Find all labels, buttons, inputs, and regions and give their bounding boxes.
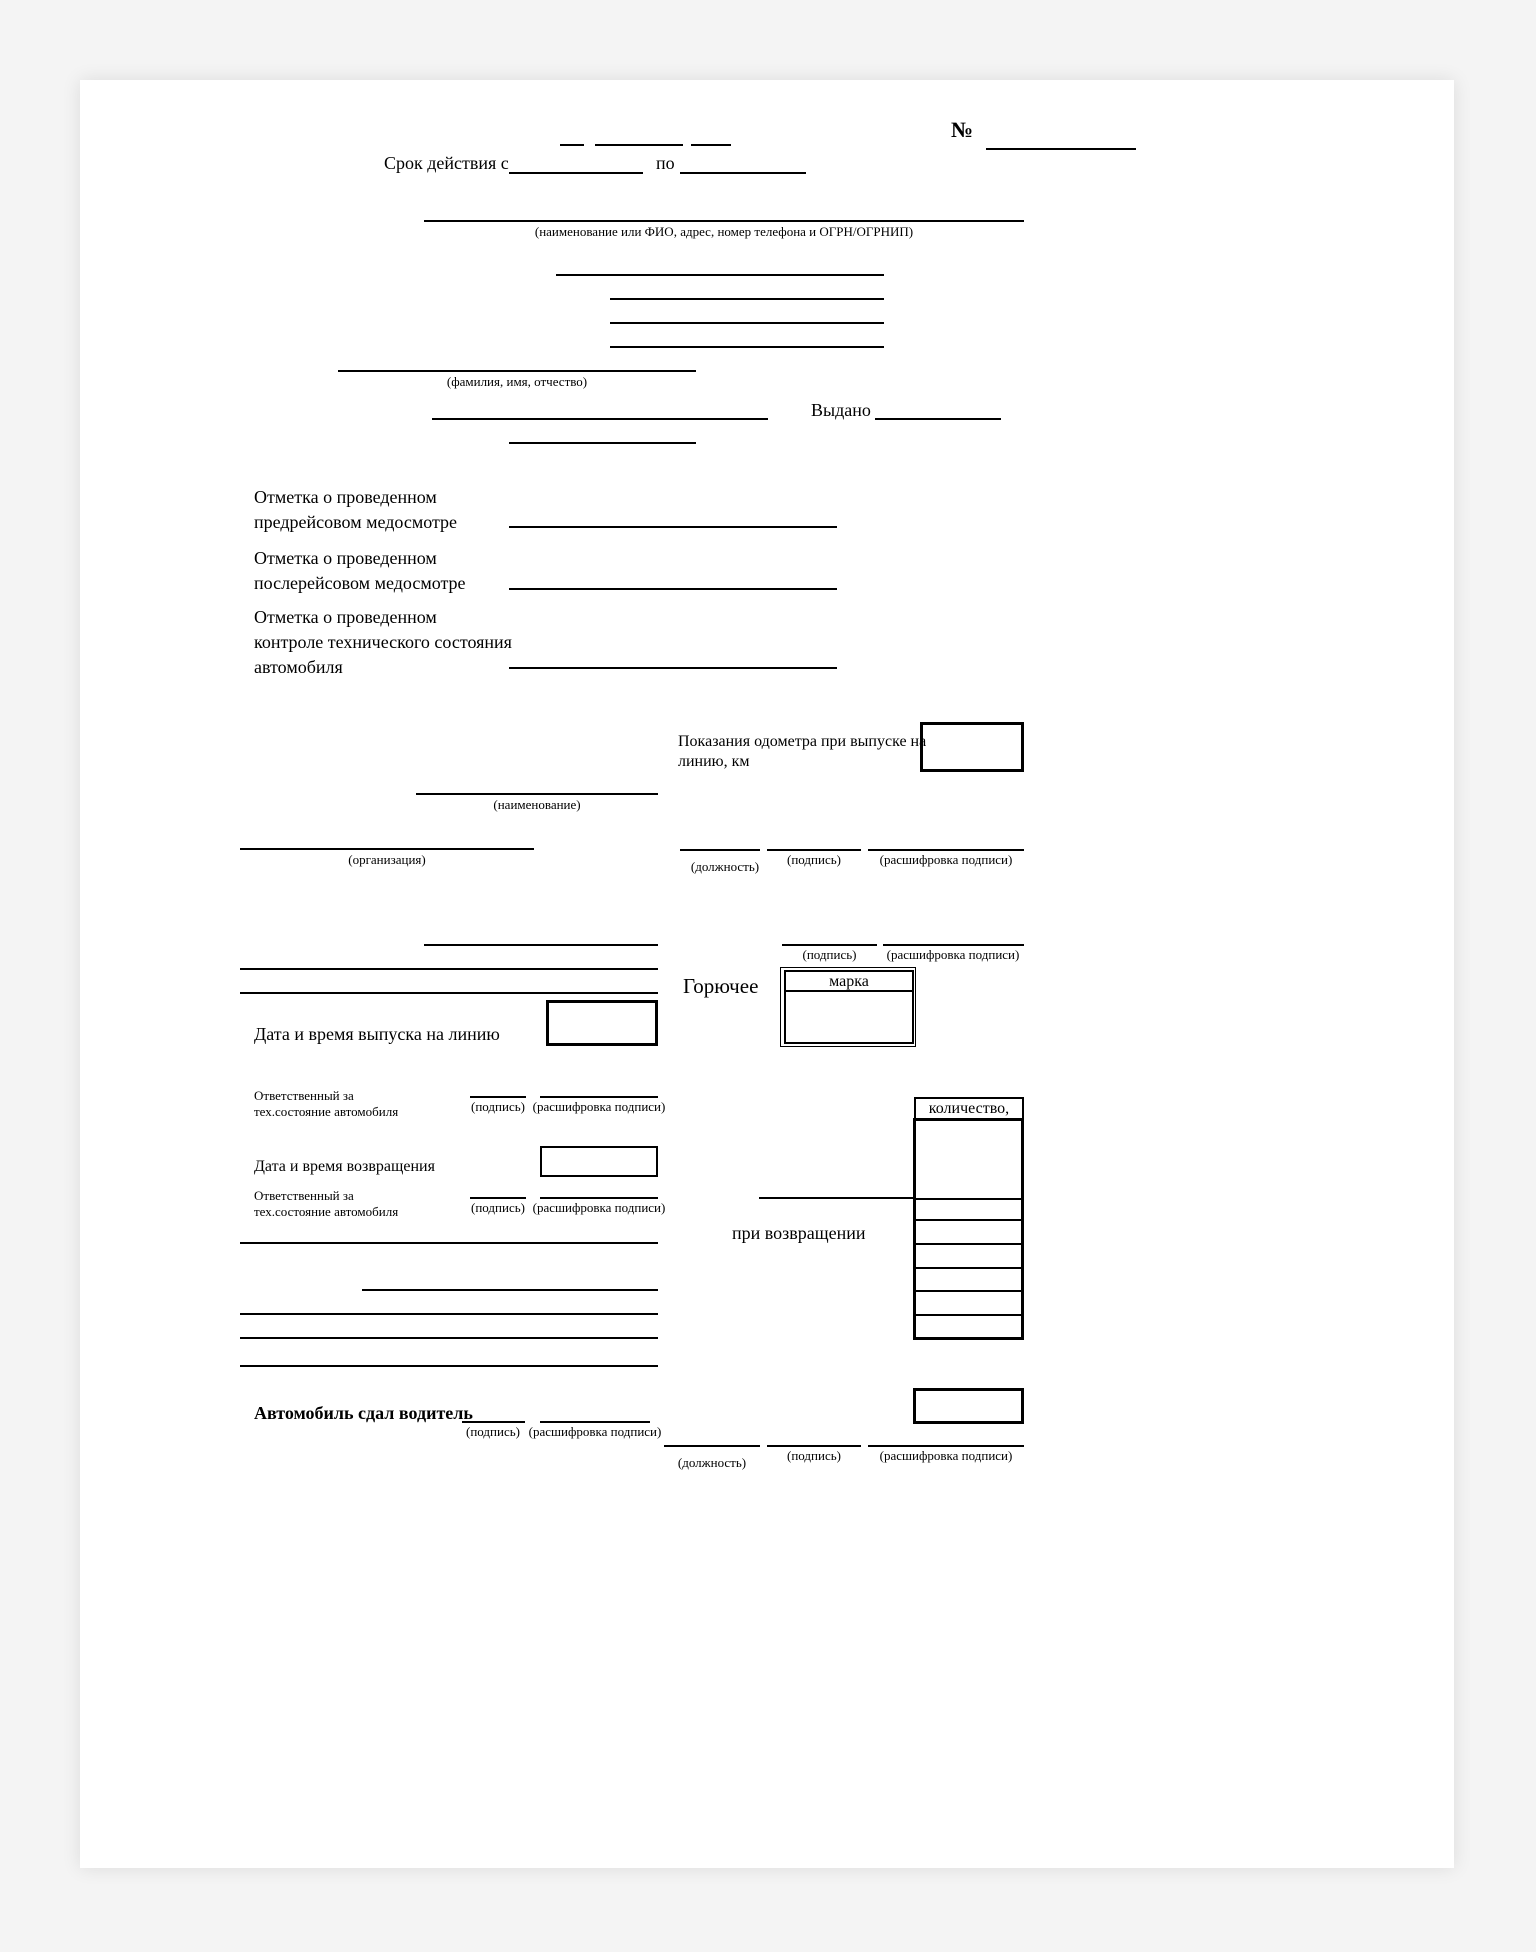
signature-caption-1: (подпись) [787, 852, 841, 867]
name-caption: (наименование) [493, 797, 581, 812]
field-line-10[interactable] [240, 1313, 658, 1315]
fuel-quantity-row-line-3 [915, 1243, 1022, 1245]
fuel-brand-header: марка [829, 973, 869, 990]
odometer-label: Показания одометра при выпуске на линию, км [678, 733, 927, 770]
organization-details-caption: (наименование или ФИО, адрес, номер телефона и ОГРН/ОГРНИП) [534, 224, 914, 239]
return-signature-caption: (подпись) [471, 1200, 525, 1215]
field-line-6[interactable] [240, 968, 658, 970]
field-line-4[interactable] [610, 346, 884, 348]
pre-trip-mark-label: Отметка о проведенном предрейсовом медосмотре [254, 487, 458, 532]
validity-from-field[interactable] [509, 172, 643, 174]
date-year-field[interactable] [691, 144, 731, 146]
field-line-5[interactable] [424, 944, 658, 946]
position-field-2[interactable] [664, 1445, 760, 1447]
number-sign: № [951, 117, 974, 142]
return-datetime-label: Дата и время возвращения [254, 1158, 435, 1175]
fuel-quantity-row-line-6 [915, 1314, 1022, 1316]
return-responsible-label: Ответственный за тех.состояние автомобиля [254, 1188, 399, 1219]
handover-signature-decoding-caption: (расшифровка подписи) [528, 1424, 662, 1439]
validity-to-field[interactable] [680, 172, 806, 174]
validity-from-label: Срок действия с [384, 153, 509, 173]
organization-caption: (организация) [348, 852, 426, 867]
post-trip-mark-field[interactable] [509, 588, 837, 590]
handover-signature-decoding-field[interactable] [540, 1421, 650, 1423]
fuel-quantity-header: количество, [928, 1100, 1010, 1117]
organization-details-field[interactable] [424, 220, 1024, 222]
signature-field-3[interactable] [767, 1445, 861, 1447]
return-signature-decoding-field[interactable] [540, 1197, 658, 1199]
tech-control-mark-label: Отметка о проведенном контроле технического состояния автомобиля [254, 607, 512, 677]
handover-signature-caption: (подпись) [466, 1424, 520, 1439]
departure-datetime-box[interactable] [546, 1000, 658, 1046]
post-trip-mark-label: Отметка о проведенном послерейсовом медосмотре [254, 548, 466, 593]
date-month-field[interactable] [595, 144, 683, 146]
tech-control-mark-field[interactable] [509, 667, 837, 669]
signature-caption-2: (подпись) [802, 947, 857, 962]
issued-label: Выдано [811, 400, 871, 420]
final-odometer-box[interactable] [913, 1388, 1024, 1424]
signature-caption-3: (подпись) [787, 1448, 841, 1463]
fuel-quantity-row-line-4 [915, 1267, 1022, 1269]
fuel-issued-line[interactable] [759, 1197, 914, 1199]
field-line-9[interactable] [362, 1289, 658, 1291]
license-field[interactable] [432, 418, 768, 420]
signature-decoding-field-3[interactable] [868, 1445, 1024, 1447]
field-line-12[interactable] [240, 1365, 658, 1367]
signature-decoding-caption-1: (расшифровка подписи) [879, 852, 1013, 867]
fuel-quantity-row-line-5 [915, 1290, 1022, 1292]
departure-signature-decoding-field[interactable] [540, 1096, 658, 1098]
organization-field[interactable] [240, 848, 534, 850]
return-datetime-box[interactable] [540, 1146, 658, 1177]
departure-datetime-label: Дата и время выпуска на линию [254, 1024, 500, 1044]
handover-signature-field[interactable] [462, 1421, 525, 1423]
fuel-quantity-table[interactable] [913, 1118, 1024, 1340]
field-line-11[interactable] [240, 1337, 658, 1339]
position-caption-1: (должность) [690, 859, 760, 874]
departure-signature-field[interactable] [470, 1096, 526, 1098]
fuel-on-return-label: при возвращении [732, 1223, 866, 1243]
field-line-8[interactable] [240, 1242, 658, 1244]
departure-signature-caption: (подпись) [471, 1099, 525, 1114]
field-line-1[interactable] [556, 274, 884, 276]
waybill-form-sheet [80, 80, 1454, 1868]
full-name-caption: (фамилия, имя, отчество) [446, 374, 588, 389]
signature-decoding-caption-2: (расшифровка подписи) [886, 947, 1020, 962]
signature-decoding-field-1[interactable] [868, 849, 1024, 851]
field-line-7[interactable] [240, 992, 658, 994]
fuel-quantity-row-line-1 [915, 1198, 1022, 1200]
date-day-field[interactable] [560, 144, 584, 146]
odometer-box[interactable] [920, 722, 1024, 772]
fuel-label: Горючее [683, 974, 759, 998]
position-caption-2: (должность) [677, 1455, 747, 1470]
fuel-quantity-row-line-2 [915, 1219, 1022, 1221]
field-line-3[interactable] [610, 322, 884, 324]
name-field[interactable] [416, 793, 658, 795]
full-name-field[interactable] [338, 370, 696, 372]
validity-to-label: по [656, 153, 675, 173]
signature-decoding-caption-3: (расшифровка подписи) [879, 1448, 1013, 1463]
signature-decoding-field-2[interactable] [883, 944, 1024, 946]
issued-field[interactable] [875, 418, 1001, 420]
license-extra-field[interactable] [509, 442, 696, 444]
return-signature-decoding-caption: (расшифровка подписи) [532, 1200, 666, 1215]
departure-signature-decoding-caption: (расшифровка подписи) [532, 1099, 666, 1114]
pre-trip-mark-field[interactable] [509, 526, 837, 528]
departure-responsible-label: Ответственный за тех.состояние автомобиля [254, 1088, 399, 1119]
return-signature-field[interactable] [470, 1197, 526, 1199]
number-field[interactable] [986, 148, 1136, 150]
position-field-1[interactable] [680, 849, 760, 851]
handover-label: Автомобиль сдал водитель [254, 1403, 473, 1423]
signature-field-1[interactable] [767, 849, 861, 851]
field-line-2[interactable] [610, 298, 884, 300]
signature-field-2[interactable] [782, 944, 877, 946]
